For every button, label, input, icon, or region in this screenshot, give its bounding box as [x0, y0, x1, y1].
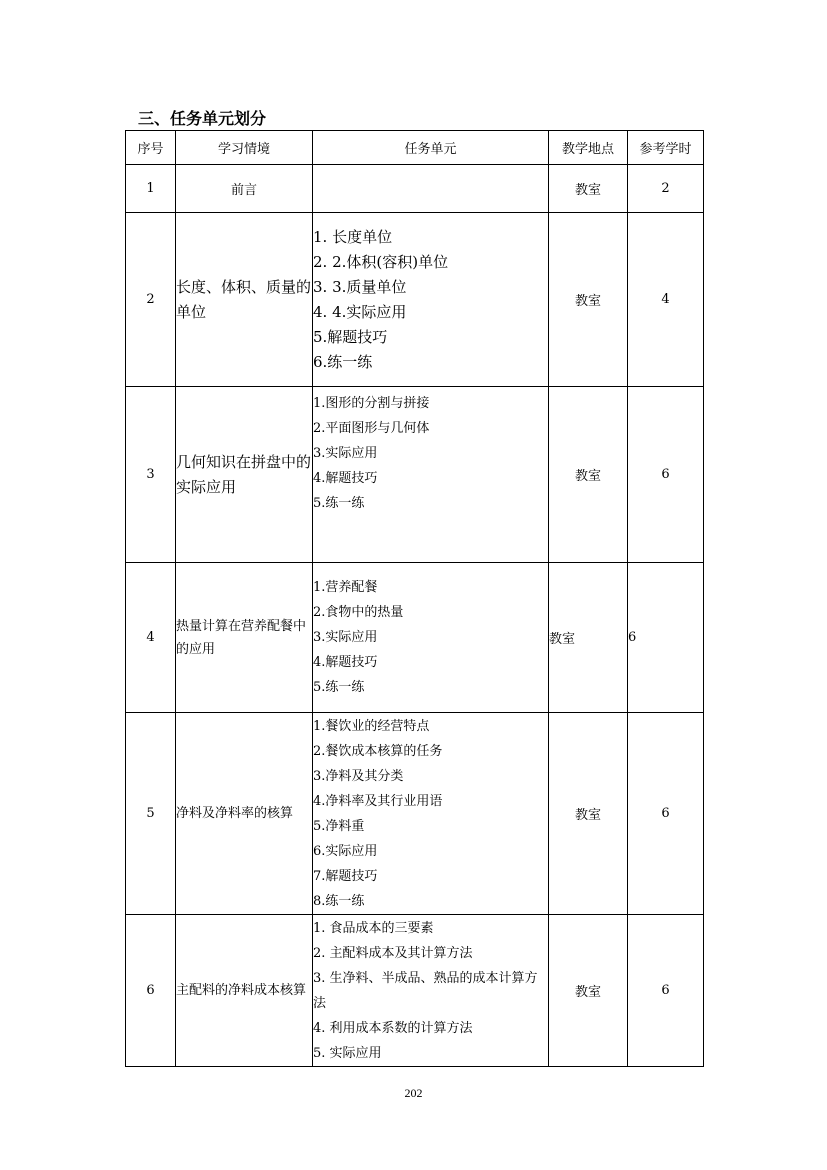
row-no: 5: [126, 713, 176, 915]
row-no: 2: [126, 213, 176, 387]
row-location: 教室: [549, 563, 628, 713]
list-item: 3. 生净料、半成品、熟品的成本计算方法: [313, 970, 538, 1011]
row-location: 教室: [549, 213, 628, 387]
header-location: 教学地点: [549, 131, 628, 165]
row-hours: 6: [628, 387, 704, 563]
list-item: 4. 利用成本系数的计算方法: [313, 1020, 473, 1036]
table-header-row: [126, 131, 704, 165]
list-item: 3.实际应用: [313, 446, 378, 461]
unit-list: [313, 916, 548, 1066]
list-item: 4. 4.实际应用: [313, 302, 407, 321]
page-number: 202: [404, 1086, 423, 1100]
list-item: 5.练一练: [313, 680, 365, 695]
row-situation: 热量计算在营养配餐中的应用: [176, 563, 313, 713]
list-item: 3.净料及其分类: [313, 768, 404, 784]
list-item: 5.净料重: [313, 818, 365, 834]
list-item: 4.解题技巧: [313, 471, 378, 486]
row-no: 6: [126, 915, 176, 1067]
list-item: 6.练一练: [313, 352, 373, 371]
list-item: 4.解题技巧: [313, 655, 378, 670]
row-situation: 几何知识在拼盘中的实际应用: [176, 387, 313, 563]
task-unit-table: [125, 130, 704, 1067]
list-item: 3. 3.质量单位: [313, 277, 407, 296]
row-location: 教室: [549, 713, 628, 915]
list-item: 4.净料率及其行业用语: [313, 793, 443, 809]
row-location: 教室: [549, 165, 628, 213]
row-hours: 6: [628, 713, 704, 915]
table-row: [126, 213, 704, 387]
table-row: [126, 915, 704, 1067]
row-location: 教室: [549, 915, 628, 1067]
table-row: [126, 387, 704, 563]
row-location: 教室: [549, 387, 628, 563]
row-situation: 前言: [176, 165, 313, 213]
list-item: 1. 长度单位: [313, 227, 393, 246]
list-item: 2.食物中的热量: [313, 605, 404, 620]
list-item: 5. 实际应用: [313, 1045, 382, 1061]
row-units: [313, 915, 549, 1067]
row-units: [313, 387, 549, 563]
row-units: [313, 713, 549, 915]
list-item: 7.解题技巧: [313, 868, 378, 884]
header-no: 序号: [126, 131, 176, 165]
list-item: 2. 2.体积(容积)单位: [313, 252, 449, 271]
row-units: [313, 165, 549, 213]
row-hours: 6: [628, 563, 704, 713]
table-row: [126, 165, 704, 213]
row-situation: 长度、体积、质量的单位: [176, 213, 313, 387]
unit-list: [313, 391, 548, 516]
list-item: 3.实际应用: [313, 630, 378, 645]
list-item: 5.解题技巧: [313, 327, 388, 346]
unit-list: [313, 714, 548, 914]
row-units: [313, 563, 549, 713]
header-hours: 参考学时: [628, 131, 704, 165]
list-item: 2. 主配料成本及其计算方法: [313, 945, 473, 961]
header-units: 任务单元: [313, 131, 549, 165]
list-item: 2.平面图形与几何体: [313, 421, 430, 436]
row-hours: 6: [628, 915, 704, 1067]
row-situation: 主配料的净料成本核算: [176, 915, 313, 1067]
row-no: 1: [126, 165, 176, 213]
section-title: 三、任务单元划分: [138, 109, 267, 128]
row-no: 3: [126, 387, 176, 563]
list-item: 6.实际应用: [313, 843, 378, 859]
unit-list: [313, 575, 548, 700]
list-item: 1.餐饮业的经营特点: [313, 718, 430, 734]
row-situation: 净料及净料率的核算: [176, 713, 313, 915]
unit-list: [313, 225, 548, 375]
list-item: 8.练一练: [313, 893, 365, 909]
row-units: [313, 213, 549, 387]
list-item: 1.图形的分割与拼接: [313, 396, 430, 411]
row-no: 4: [126, 563, 176, 713]
row-hours: 4: [628, 213, 704, 387]
table-row: [126, 563, 704, 713]
list-item: 1. 食品成本的三要素: [313, 920, 434, 936]
table-row: [126, 713, 704, 915]
row-hours: 2: [628, 165, 704, 213]
header-situation: 学习情境: [176, 131, 313, 165]
list-item: 5.练一练: [313, 496, 365, 511]
list-item: 2.餐饮成本核算的任务: [313, 743, 443, 759]
list-item: 1.营养配餐: [313, 580, 378, 595]
